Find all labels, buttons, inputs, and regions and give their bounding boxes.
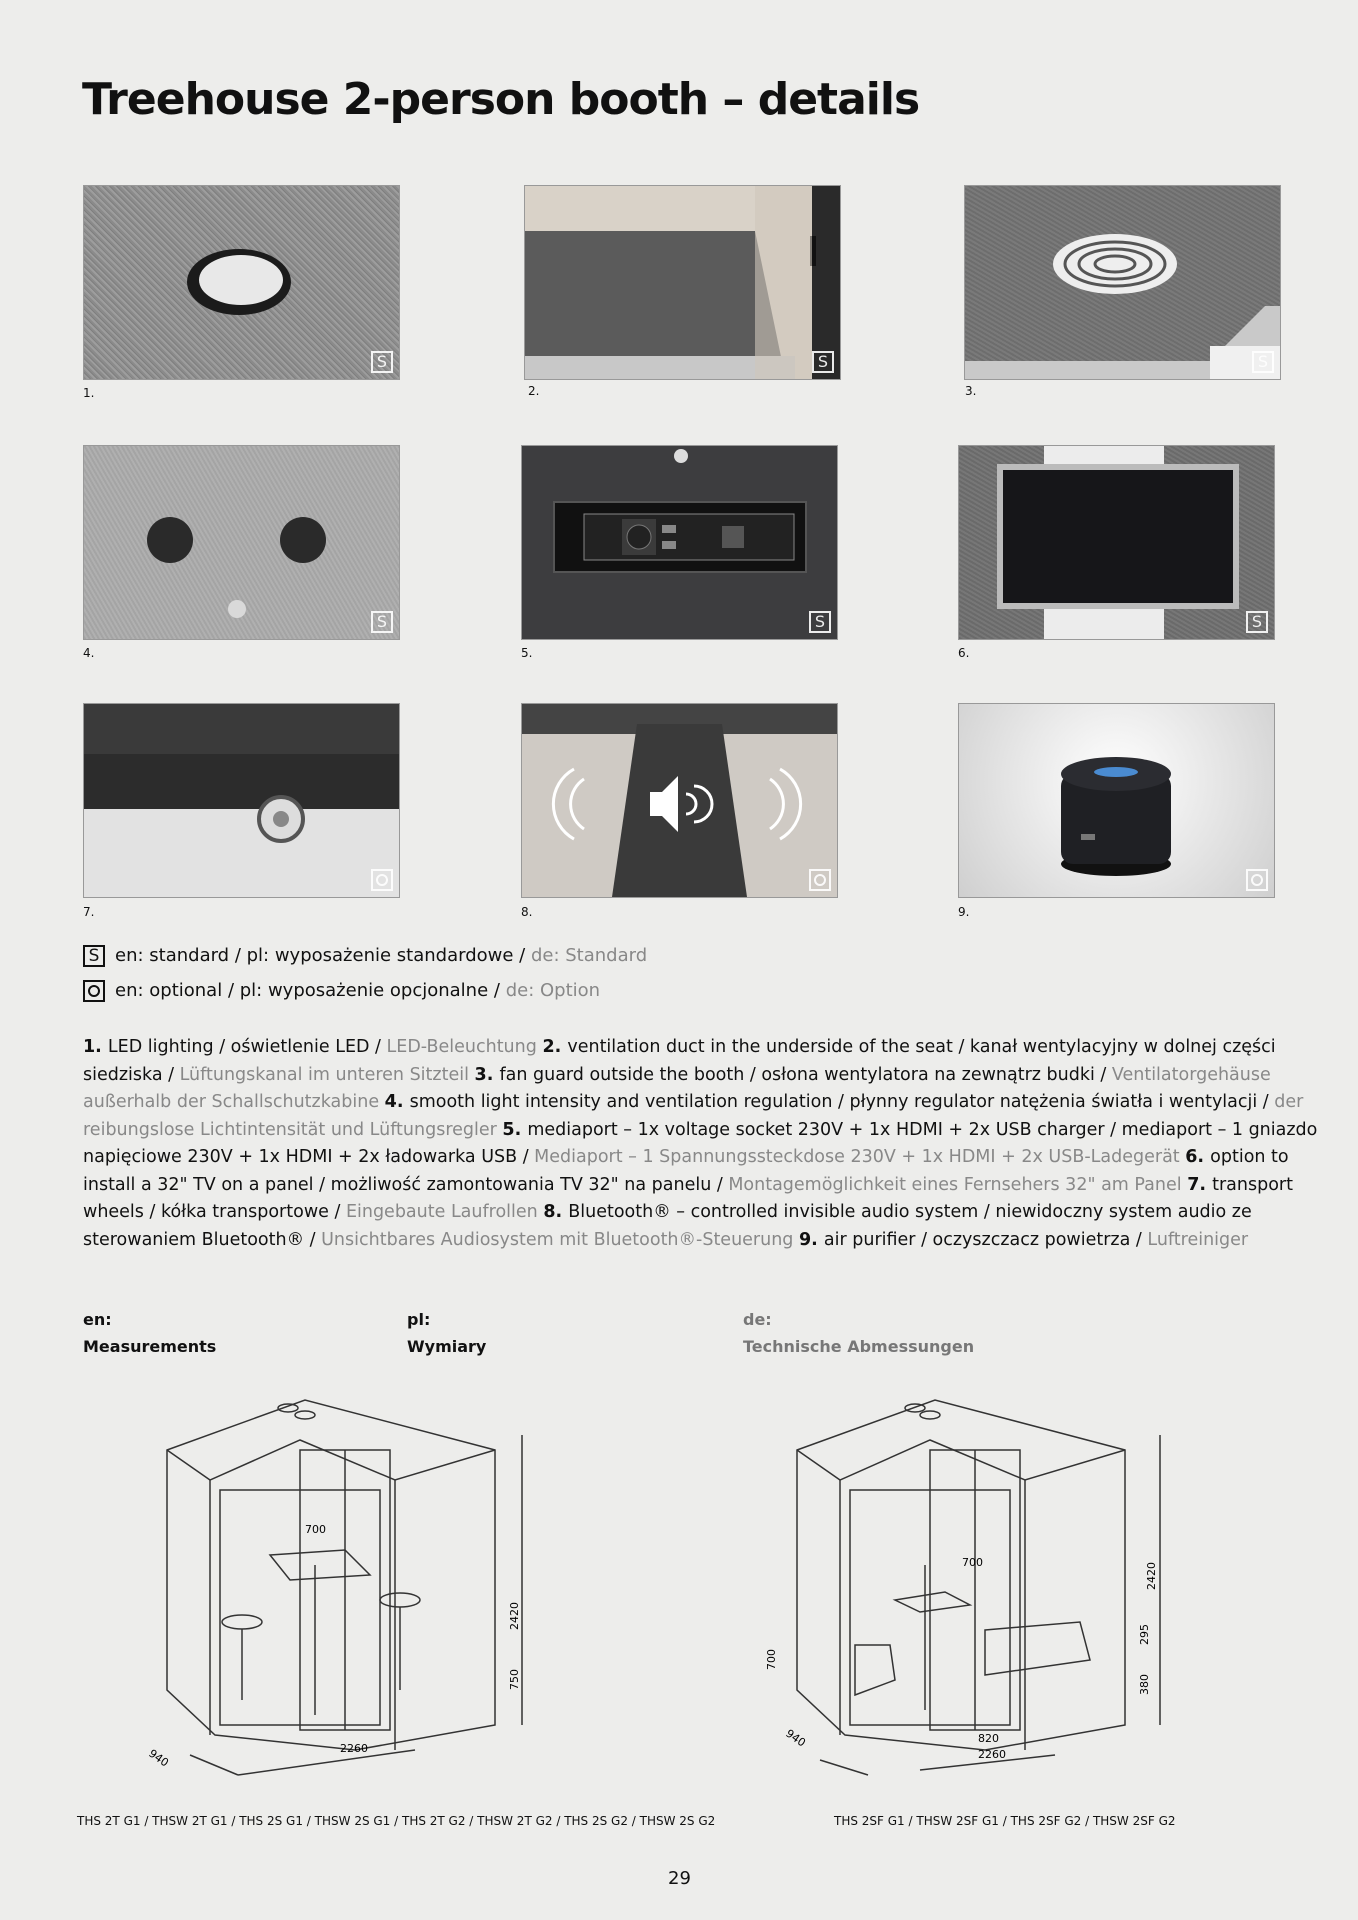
feature-item: 9. air purifier / oczyszczacz powietrza / Luftreiniger	[799, 1229, 1249, 1250]
led-light-icon	[84, 186, 399, 379]
feature-en: Bluetooth® – controlled invisible audio system	[568, 1202, 979, 1222]
legend-optional: en: optional / pl: wyposażenie opcjonalne / de: Option	[83, 980, 600, 1002]
feature-pl: możliwość zamontowania TV 32" na panelu	[330, 1174, 712, 1195]
feature-pl: oczyszczacz powietrza	[932, 1229, 1131, 1250]
photo-transport-wheels	[83, 703, 400, 898]
mediaport-icon	[522, 446, 837, 639]
dim-bench-width: 820	[978, 1732, 999, 1745]
dim-height: 2420	[1145, 1562, 1158, 1590]
standard-symbol: S	[83, 945, 105, 967]
feature-de: Ventilatorgehäuse außerhalb der Schallschutzkabine	[83, 1064, 1271, 1112]
photo-number: 1.	[83, 386, 95, 400]
feature-pl: niewidoczny system audio ze sterowaniem Bluetooth®	[83, 1202, 1252, 1250]
feature-de: LED-Beleuchtung	[386, 1037, 537, 1057]
feature-en: transport wheels	[83, 1174, 1293, 1222]
standard-badge: S	[1246, 611, 1268, 633]
standard-badge: S	[371, 611, 393, 633]
photo-air-purifier	[958, 703, 1275, 898]
standard-badge: S	[809, 611, 831, 633]
feature-number: 5.	[502, 1119, 528, 1140]
feature-pl: kółka transportowe	[160, 1202, 329, 1222]
photo-number: 2.	[528, 384, 540, 398]
features-description	[83, 1034, 1323, 1254]
photo-fan-guard	[964, 185, 1281, 380]
photo-number: 3.	[965, 384, 977, 398]
measurements-pl: pl: Wymiary	[407, 1310, 487, 1356]
feature-pl: płynny regulator natężenia światła i wentylacji	[849, 1092, 1258, 1112]
wheel-icon	[84, 704, 399, 897]
photo-regulators	[83, 445, 400, 640]
feature-en: smooth light intensity and ventilation regulation	[409, 1092, 833, 1112]
tv-icon	[959, 446, 1274, 639]
booth-drawing-standing	[130, 1390, 550, 1790]
model-codes-sofa: THS 2SF G1 / THSW 2SF G1 / THS 2SF G2 / THSW 2SF G2	[834, 1814, 1176, 1828]
page-title: Treehouse 2-person booth – details	[82, 74, 920, 125]
feature-en: option to install a 32" TV on a panel	[83, 1147, 1289, 1195]
feature-de: Eingebaute Laufrollen	[345, 1202, 538, 1222]
feature-en: fan guard outside the booth	[499, 1064, 745, 1085]
dim-seat-depth: 700	[765, 1649, 778, 1670]
feature-pl: osłona wentylatora na zewnątrz budki	[761, 1064, 1095, 1085]
photo-ventilation-duct	[524, 185, 841, 380]
feature-en: air purifier	[823, 1229, 916, 1250]
feature-item: 2. ventilation duct in the underside of the seat / kanał wentylacyjny w dolnej części siedziska / Lüftungskanal im unteren Sitzteil	[83, 1037, 1276, 1085]
feature-en: LED lighting	[107, 1037, 214, 1057]
speaker-icon	[522, 704, 837, 897]
dim-table-width: 700	[962, 1556, 983, 1569]
feature-pl: oświetlenie LED	[230, 1037, 370, 1057]
standard-badge: S	[1252, 351, 1274, 373]
feature-number: 3.	[474, 1064, 500, 1085]
feature-pl: mediaport – 1 gniazdo napięciowe 230V + 1x HDMI + 2x ładowarka USB	[83, 1119, 1318, 1167]
feature-item: 4. smooth light intensity and ventilation regulation / płynny regulator natężenia światła i wentylacji / der reibungslose Lichtintensität und Lüftungsregler	[83, 1092, 1304, 1140]
photo-number: 9.	[958, 905, 970, 919]
feature-item: 6. option to install a 32" TV on a panel / możliwość zamontowania TV 32" na panelu / Montagemöglichkeit eines Fernsehers 32" am Panel	[83, 1147, 1289, 1195]
feature-number: 7.	[1187, 1174, 1213, 1195]
dim-height: 2420	[508, 1602, 521, 1630]
feature-de: Montagemöglichkeit eines Fernsehers 32" am Panel	[728, 1174, 1182, 1195]
photo-number: 4.	[83, 646, 95, 660]
regulator-knobs-icon	[84, 446, 399, 639]
feature-item: 3. fan guard outside the booth / osłona wentylatora na zewnątrz budki / Ventilatorgehäuse außerhalb der Schallschutzkabine	[83, 1064, 1271, 1112]
booth-drawing-sofa	[760, 1390, 1180, 1790]
feature-de: der reibungslose Lichtintensität und Lüftungsregler	[83, 1092, 1304, 1140]
measurements-de: de: Technische Abmessungen	[743, 1310, 975, 1356]
feature-en: ventilation duct in the underside of the seat	[567, 1037, 953, 1057]
feature-item: 1. LED lighting / oświetlenie LED / LED-Beleuchtung	[83, 1037, 537, 1057]
feature-number: 4.	[384, 1092, 410, 1112]
photo-number: 8.	[521, 905, 533, 919]
standard-badge: S	[371, 351, 393, 373]
dim-seat-height: 380	[1138, 1674, 1151, 1695]
optional-badge	[809, 869, 831, 891]
fan-guard-icon	[965, 186, 1280, 379]
optional-badge	[371, 869, 393, 891]
feature-item: 5. mediaport – 1x voltage socket 230V + 1x HDMI + 2x USB charger / mediaport – 1 gniazdo napięciowe 230V + 1x HDMI + 2x ładowarka USB / Mediaport – 1 Spannungssteckdose 230V + 1x HDMI + 2x USB-Ladegerät	[83, 1119, 1318, 1167]
feature-number: 1.	[83, 1037, 108, 1057]
feature-de: Unsichtbares Audiosystem mit Bluetooth®-Steuerung	[321, 1229, 794, 1250]
feature-de: Mediaport – 1 Spannungssteckdose 230V + 1x HDMI + 2x USB-Ladegerät	[534, 1147, 1180, 1167]
photo-led-lighting	[83, 185, 400, 380]
measurements-en: en: Measurements	[83, 1310, 217, 1356]
dim-back-height: 295	[1138, 1624, 1151, 1645]
photo-mediaport	[521, 445, 838, 640]
page-number: 29	[668, 1868, 691, 1889]
air-purifier-icon	[959, 704, 1274, 897]
dim-table-width: 700	[305, 1523, 326, 1536]
feature-item: 7. transport wheels / kółka transportowe / Eingebaute Laufrollen	[83, 1174, 1293, 1222]
feature-de: Lüftungskanal im unteren Sitzteil	[179, 1064, 469, 1085]
feature-en: mediaport – 1x voltage socket 230V + 1x HDMI + 2x USB charger	[527, 1119, 1105, 1140]
photo-number: 6.	[958, 646, 970, 660]
dim-table-height: 750	[508, 1669, 521, 1690]
feature-de: Luftreiniger	[1147, 1229, 1249, 1250]
photo-number: 7.	[83, 905, 95, 919]
model-codes-standing: THS 2T G1 / THSW 2T G1 / THS 2S G1 / THSW 2S G1 / THS 2T G2 / THSW 2T G2 / THS 2S G2 / THSW 2S G2	[77, 1814, 716, 1828]
seat-vent-icon	[525, 186, 840, 379]
photo-number: 5.	[521, 646, 533, 660]
dim-depth: 940	[146, 1746, 171, 1770]
photo-tv-panel	[958, 445, 1275, 640]
dim-depth: 940	[783, 1726, 808, 1750]
feature-number: 2.	[542, 1037, 568, 1057]
dim-width: 2260	[340, 1742, 368, 1755]
feature-number: 8.	[543, 1202, 569, 1222]
dim-width: 2260	[978, 1748, 1006, 1761]
feature-pl: kanał wentylacyjny w dolnej części siedziska	[83, 1037, 1276, 1085]
feature-number: 6.	[1185, 1147, 1211, 1167]
optional-badge	[1246, 869, 1268, 891]
feature-item: 8. Bluetooth® – controlled invisible audio system / niewidoczny system audio ze sterowaniem Bluetooth® / Unsichtbares Audiosystem mit Bluetooth®-Steuerung	[83, 1202, 1252, 1250]
legend-standard: S en: standard / pl: wyposażenie standardowe / de: Standard	[83, 945, 647, 967]
standard-badge: S	[812, 351, 834, 373]
feature-number: 9.	[799, 1229, 824, 1250]
optional-symbol	[83, 980, 105, 1002]
photo-audio-system	[521, 703, 838, 898]
